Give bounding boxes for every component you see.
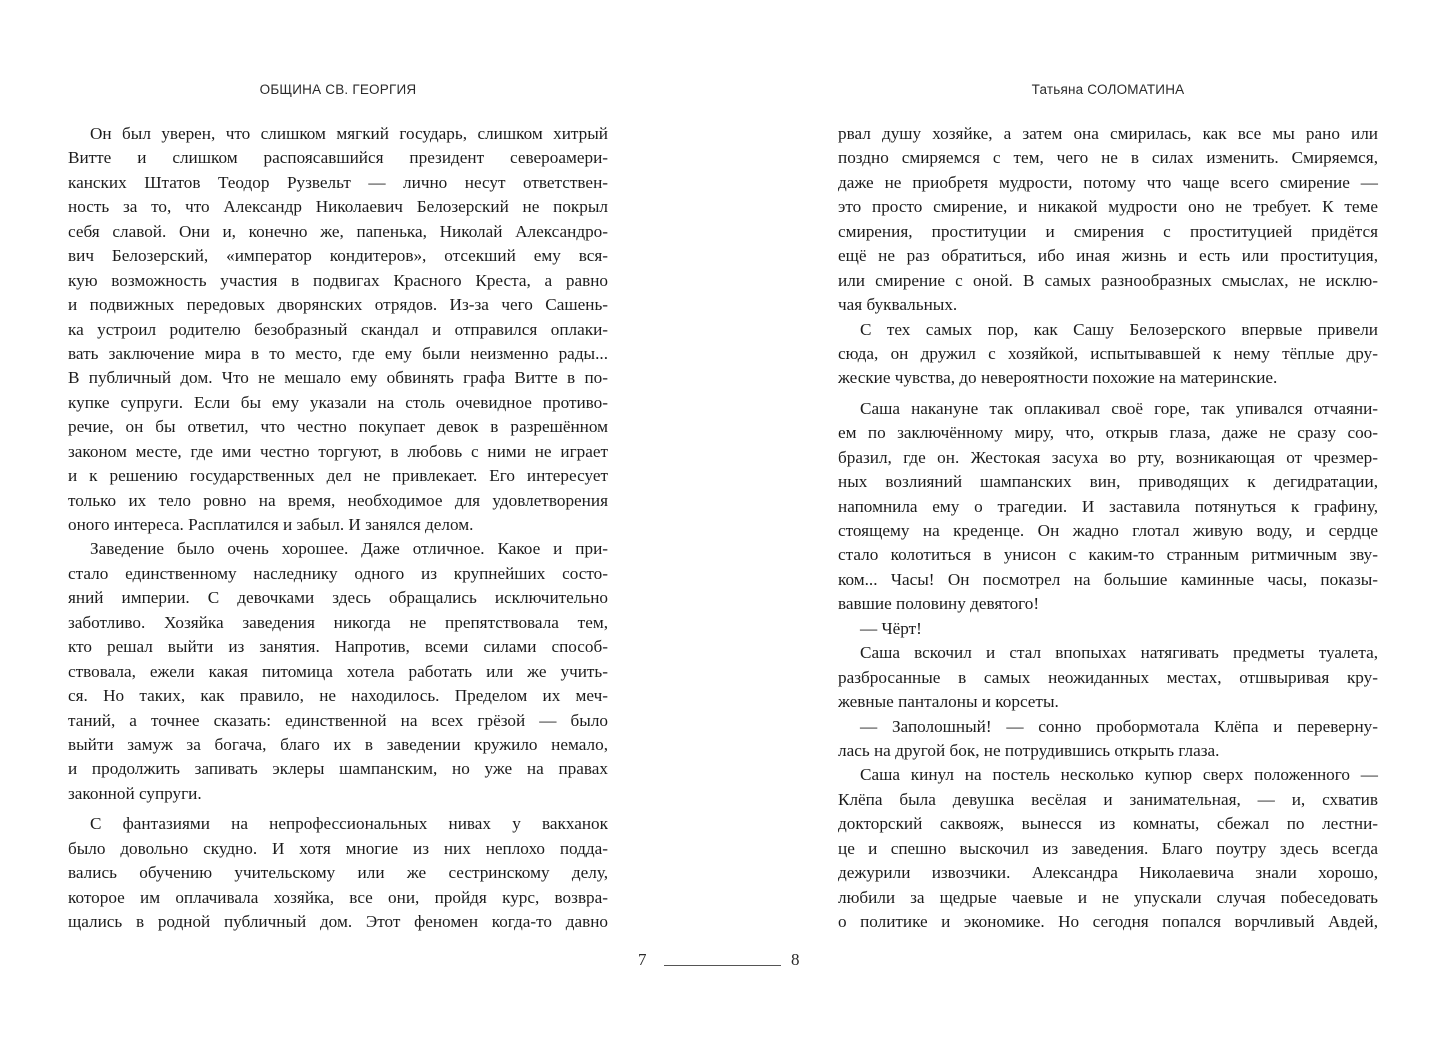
text-line: С фантазиями на непрофессиональных нивах у вакханок: [90, 814, 608, 834]
text-line: — Чёрт!: [860, 618, 922, 638]
text-line: — Заполошный! — сонно пробормотала Клёпа и переверну-: [860, 716, 1378, 736]
running-head-left: ОБЩИНА СВ. ГЕОРГИЯ: [259, 82, 417, 97]
text-line: вич Белозерский, «император кондитеров», отсекший ему вся-: [68, 246, 608, 266]
text-line: которое им оплачивала хозяйка, все они, пройдя курс, возвра-: [68, 887, 608, 907]
text-line: В публичный дом. Что не мешало ему обвинять графа Витте в по-: [68, 368, 608, 388]
text-line: ствовала, ежели какая питомица хотела работать или же учить-: [68, 661, 608, 681]
text-line: таний, а точнее сказать: единственной на всех грёзой — было: [68, 710, 608, 730]
text-line: смирения, проституции и смирения с проституцией придётся: [838, 221, 1378, 241]
text-line: Заведение было очень хорошее. Даже отличное. Какое и при-: [90, 539, 608, 559]
text-line: оного интереса. Расплатился и забыл. И занялся делом.: [68, 515, 474, 534]
text-line: Клёпа была девушка весёлая и занимательная, — и, схватив: [838, 789, 1378, 809]
text-line: Саша накануне так оплакивал своё горе, так упивался отчаяни-: [860, 398, 1378, 418]
text-line: о политике и экономике. Но сегодня попался ворчливый Авдей,: [838, 912, 1378, 931]
running-head-right: Татьяна СОЛОМАТИНА: [1031, 82, 1185, 97]
text-line: ком... Часы! Он посмотрел на большие каминные часы, показы-: [838, 569, 1378, 589]
text-line: любили за щедрые чаевые и не упускали случая побеседовать: [838, 887, 1378, 907]
text-line: или смирение с оной. В самых разнообразных смыслах, не исклю-: [838, 270, 1378, 290]
text-line: это просто смирение, и никакой мудрости оно не требует. К теме: [838, 197, 1378, 217]
text-line: сюда, он дружил с хозяйкой, испытывавшей к нему тёплые дру-: [838, 343, 1378, 363]
text-line: напомнила ему о трагедии. И заставила потянуться к графину,: [838, 496, 1378, 516]
left-page-text: [68, 122, 608, 934]
text-line: выйти замуж за богача, благо их в заведении кружило немало,: [68, 734, 608, 754]
text-line: только их тело ровно на время, необходимое для удовлетворения: [68, 490, 608, 510]
text-line: дежурили извозчики. Александра Николаевича знали хорошо,: [838, 863, 1378, 883]
text-line: вались обучению учительскому или же сестринскому делу,: [68, 863, 608, 883]
text-line: и к решению государственных дел не привлекает. Его интересует: [68, 466, 608, 486]
text-line: вать заключение мира в то место, где ему были неизменно рады...: [68, 343, 608, 363]
text-line: Он был уверен, что слишком мягкий государь, слишком хитрый: [90, 124, 608, 143]
page-number-right: 8: [791, 950, 800, 969]
text-line: стоящему на креденце. Он жадно глотал живую воду, и сердце: [838, 521, 1378, 540]
text-line: це и спешно выскочил из заведения. Благо поутру здесь всегда: [838, 838, 1378, 858]
text-line: стало колотиться в унисон с каким-то странным ритмичным зву-: [838, 545, 1378, 565]
folio-divider: [664, 965, 781, 966]
text-line: лась на другой бок, не потрудившись открыть глаза.: [838, 740, 1220, 760]
text-line: ность за то, что Александр Николаевич Белозерский не покрыл: [68, 197, 608, 217]
text-line: щались в родной публичный дом. Этот феномен когда-то давно: [68, 912, 608, 931]
page-number-left: 7: [638, 950, 647, 969]
right-page-text: [838, 122, 1378, 934]
text-line: стало единственному наследнику одного из крупнейших состо-: [68, 563, 608, 583]
text-line: заботливо. Хозяйка заведения никогда не препятствовала тем,: [68, 612, 608, 632]
text-line: себя славой. Они и, конечно же, папенька, Николай Александро-: [68, 221, 608, 241]
text-line: жевные панталоны и корсеты.: [838, 692, 1059, 712]
text-line: чая буквальных.: [838, 295, 958, 315]
text-line: речие, он бы ответил, что честно покупает девок в разрешённом: [68, 417, 608, 437]
text-line: кто решал выйти из занятия. Напротив, всеми силами способ-: [68, 637, 608, 657]
text-line: канских Штатов Теодор Рузвельт — лично несут ответствен-: [68, 172, 608, 192]
text-line: ся. Но таких, как правило, не находилось. Пределом их меч-: [68, 686, 608, 706]
text-line: поздно смиряемся с тем, чего не в силах изменить. Смиряемся,: [838, 148, 1378, 168]
text-line: ка устроил родителю безобразный скандал и отправился оплаки-: [68, 319, 608, 339]
text-line: и подвижных передовых дворянских отрядов. Из-за чего Сашень-: [68, 295, 608, 315]
text-line: вавшие половину девятого!: [838, 594, 1040, 614]
text-line: и продолжить запивать эклеры шампанским, но уже на правах: [68, 759, 608, 779]
text-line: Саша вскочил и стал впопыхах натягивать предметы туалета,: [860, 643, 1378, 663]
text-line: докторский саквояж, вынесся из комнаты, сбежал по лестни-: [838, 814, 1378, 834]
text-line: кую возможность участия в подвигах Красного Креста, а равно: [68, 270, 608, 290]
text-line: С тех самых пор, как Сашу Белозерского впервые привели: [860, 319, 1378, 339]
text-line: яний империи. С девочками здесь обращались исключительно: [68, 588, 608, 608]
text-line: бразил, где он. Жестокая засуха во рту, возникающая от чрезмер-: [838, 447, 1378, 467]
text-line: жеские чувства, до невероятности похожие на материнские.: [838, 368, 1278, 388]
text-line: Саша кинул на постель несколько купюр сверх положенного —: [860, 765, 1378, 785]
text-line: даже не приобретя мудрости, потому что чаще всего смирение —: [838, 172, 1378, 192]
text-line: рвал душу хозяйке, а затем она смирилась, как все мы рано или: [838, 124, 1378, 143]
text-line: ных возлияний шампанских вин, приводящих к дегидратации,: [838, 472, 1378, 492]
text-line: ещё не раз обратиться, ибо иная жизнь и есть или проституция,: [838, 246, 1378, 266]
text-line: ем по заключённому миру, что, открыв глаза, даже не сразу сoo-: [838, 423, 1378, 443]
text-line: было довольно скудно. И хотя многие из них неплохо подда-: [68, 838, 608, 858]
text-line: законной супруги.: [68, 783, 202, 803]
text-line: законом месте, где ими честно торгуют, в любовь с ними не играет: [68, 441, 608, 461]
text-line: купке супруги. Если бы ему указали на столь очевидное противо-: [68, 392, 608, 412]
text-line: Витте и слишком распоясавшийся президент североамери-: [68, 148, 608, 168]
text-line: разбросанные в самых неожиданных местах, отшвыривая кру-: [838, 667, 1378, 687]
